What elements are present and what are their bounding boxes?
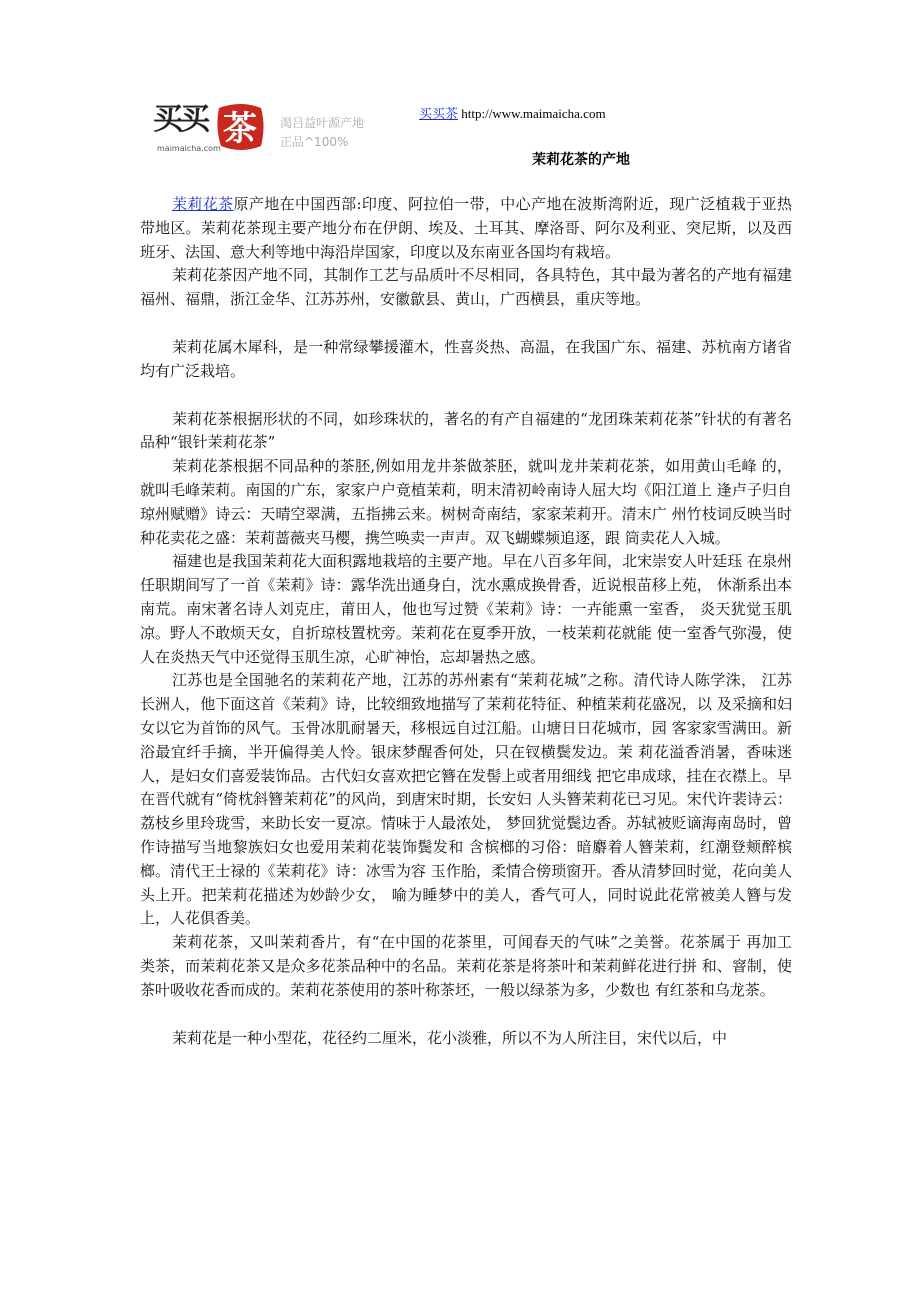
brand-link[interactable]: 买买茶 (419, 106, 459, 121)
logo-domain: maimaicha.com (157, 144, 221, 153)
site-logo[interactable] (153, 98, 273, 160)
logo-text: 买买 (153, 102, 207, 137)
paragraph-gap (140, 384, 792, 408)
paragraph: 茉莉花是一种小型花，花径约二厘米，花小淡雅，所以不为人所注目，宋代以后，中 (172, 1028, 728, 1047)
slogan-line-1: 渴吕益叶源产地 (280, 116, 365, 130)
keyword-link[interactable]: 茉莉花茶 (172, 195, 234, 213)
slogan-line-2: 正品^100% (280, 135, 349, 149)
paragraph: 江苏也是全国驰名的茉莉花产地，江苏的苏州素有“茉莉花城”之称。清代诗人陈学洙， 江苏长洲人，他下面这首《茉莉》诗，比较细致地描写了茉莉花特征、种植茉莉花盛况，以 及采摘和妇女以它为首饰的风气。玉骨冰肌耐暑天，移根远自过江船。山塘日日花城市，园 客家家雪满田。新浴最宜纤手摘，半开偏得美人怜。银床梦醒香何处，只在钗横鬓发边。茉 莉花溢香消暑，香味迷人，是妇女们喜爱装饰品。古代妇女喜欢把它簪在发髻上或者用细线 把它串成球，挂在衣襟上。早在晋代就有“倚枕斜簪茉莉花”的风尚，到唐宋时期，长安妇 人头簪茉莉花已习见。宋代许裴诗云：荔枝乡里玲珑雪，来助长安一夏凉。情味于人最浓处， 梦回犹觉鬓边香。苏轼被贬谪海南岛时，曾作诗描写当地黎族妇女也爱用茉莉花装饰鬓发和 含槟榔的习俗：暗麝着人簪茉莉，红潮登颊醉槟榔。清代王士禄的《茉莉花》诗：冰雪为容 玉作胎，柔情合傍琐窗开。香从清梦回时觉，花向美人头上开。把茉莉花描述为妙龄少女， 喻为睡梦中的美人，香气可人，同时说此花常被美人簪与发上，人花俱香美。 (140, 671, 792, 928)
paragraph: 茉莉花属木犀科，是一种常绿攀援灌木，性喜炎热、高温，在我国广东、福建、苏杭南方诸省均有广泛栽培。 (140, 337, 792, 380)
header-site-link (419, 103, 606, 122)
paragraph: 福建也是我国茉莉花大面积露地栽培的主要产地。早在八百多年间，北宋崇安人叶廷珏 在泉州任职期间写了一首《茉莉》诗：露华洗出通身白，沈水熏成换骨香，近说根苗移上苑， 休渐系出本南荒。南宋著名诗人刘克庄，莆田人，他也写过赞《茉莉》诗：一卉能熏一室香， 炎天犹觉玉肌凉。野人不敢烦天女，自折琼枝置枕旁。茉莉花在夏季开放，一枝茉莉花就能 使一室香气弥漫，使人在炎热天气中还觉得玉肌生凉，心旷神怡，忘却暑热之感。 (140, 552, 792, 666)
paragraph: 茉莉花茶根据形状的不同，如珍珠状的，著名的有产自福建的“龙团珠茉莉花茶”针状的有著名品种“银针茉莉花茶” (140, 409, 792, 452)
paragraph: 茉莉花茶因产地不同，其制作工艺与品质叶不尽相同，各具特色，其中最为著名的产地有福建福州、福鼎，浙江金华、江苏苏州，安徽歙县、黄山，广西横县，重庆等地。 (140, 266, 792, 309)
logo-seal-text: 茶 (223, 109, 257, 149)
intro-text: 原产地在中国西部:印度、阿拉伯一带，中心产地在波斯湾附近，现广泛植栽于亚热带地区。茉莉花茶现主要产地分布在伊朗、埃及、土耳其、摩洛哥、阿尔及利亚、突尼斯，以及西班牙、法国、意大利等地中海沿岸国家，印度以及东南亚各国均有栽培。 (140, 195, 792, 261)
article-body (140, 193, 792, 1050)
page-title: 茉莉花茶的产地 (532, 152, 630, 168)
paragraph-gap (140, 312, 792, 336)
site-slogan (280, 114, 364, 152)
site-url: http://www.maimaicha.com (461, 106, 606, 121)
paragraph: 茉莉花茶根据不同品种的茶胚,例如用龙井茶做茶胚，就叫龙井茉莉花茶，如用黄山毛峰 的，就叫毛峰茉莉。南国的广东，家家户户竟植茉莉，明末清初岭南诗人屈大均《阳江道上 逢卢子归自琼州赋赠》诗云：天晴空翠满，五指拂云来。树树奇南结，家家茉莉开。清末广 州竹枝词反映当时种花卖花之盛：茉莉蔷薇夹马樱，携竺唤卖一声声。双飞蝴蝶频追逐，跟 筒卖花人入城。 (140, 457, 792, 547)
paragraph-intro (140, 193, 792, 264)
paragraph-gap (140, 1003, 792, 1027)
paragraph: 茉莉花茶，又叫茉莉香片，有“在中国的花茶里，可闻春天的气味”之美誉。花茶属于 再加工类茶，而茉莉花茶又是众多花茶品种中的名品。茉莉花茶是将茶叶和茉莉鲜花进行拼 和、窨制，使茶叶吸收花香而成的。茉莉花茶使用的茶叶称茶坯，一般以绿茶为多，少数也 有红茶和乌龙茶。 (140, 933, 792, 999)
